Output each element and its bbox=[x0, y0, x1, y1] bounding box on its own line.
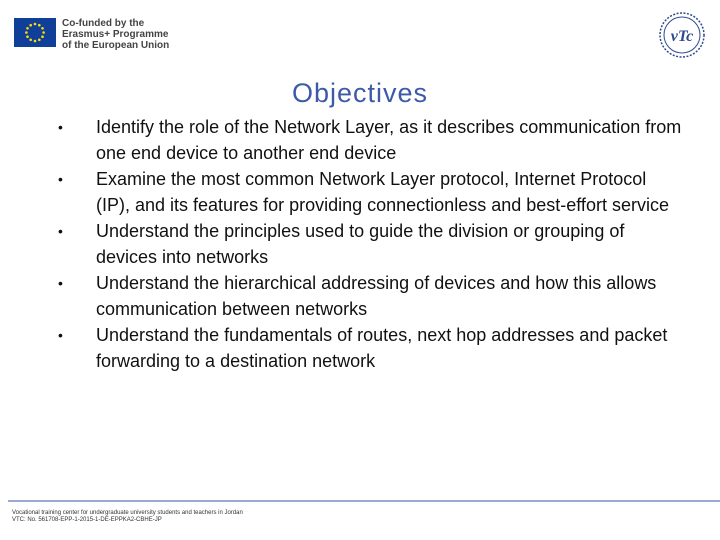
list-item bbox=[0, 114, 720, 166]
bullet-text: Understand the principles used to guide the division or grouping of devices into networks bbox=[96, 221, 625, 267]
list-item bbox=[0, 322, 720, 374]
eu-text-line: Co-funded by the bbox=[62, 18, 145, 29]
bullet-text: Identify the role of the Network Layer, as it describes communication from one end device to another end device bbox=[96, 117, 682, 163]
vtc-logo bbox=[658, 11, 706, 59]
list-item bbox=[0, 218, 720, 270]
list-item bbox=[0, 270, 720, 322]
bullet-text: Understand the hierarchical addressing of devices and how this allows communication between networks bbox=[96, 273, 657, 319]
eu-flag-icon bbox=[14, 18, 56, 47]
footer-line-1: Vocational training center for undergraduate university students and teachers in Jordan bbox=[12, 510, 243, 516]
footer-line-2: VTC: No. 561708-EPP-1-2015-1-DE-EPPKA2-CBHE-JP bbox=[12, 517, 162, 523]
bullet-icon: • bbox=[58, 119, 63, 135]
vtc-logo-text: vTc bbox=[670, 28, 694, 45]
bullet-text: Examine the most common Network Layer protocol, Internet Protocol (IP), and its features for providing connectionless and best-effort service bbox=[96, 169, 669, 215]
footer-divider bbox=[8, 500, 720, 502]
eu-text-line: of the European Union bbox=[62, 40, 170, 51]
eu-text-line: Erasmus+ Programme bbox=[62, 29, 169, 40]
bullet-text: Understand the fundamentals of routes, next hop addresses and packet forwarding to a destination network bbox=[96, 325, 668, 371]
bullet-icon: • bbox=[58, 223, 63, 239]
bullet-icon: • bbox=[58, 171, 63, 187]
footer-text bbox=[12, 510, 243, 524]
bullet-icon: • bbox=[58, 275, 63, 291]
objectives-list bbox=[0, 114, 720, 374]
eu-funding-text bbox=[62, 18, 169, 51]
list-item bbox=[0, 166, 720, 218]
slide-title: Objectives bbox=[291, 78, 429, 108]
bullet-icon: • bbox=[58, 327, 63, 343]
